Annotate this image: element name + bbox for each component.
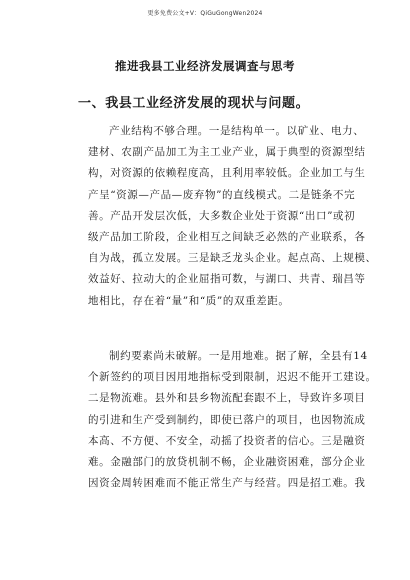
paragraph-line: 产业结构不够合理。一是结构单一。以矿业、电力、 xyxy=(109,125,365,137)
paragraph-line: 产呈“资源—产品—废弃物”的直线模式。二是链条不完 xyxy=(88,188,356,201)
paragraph-industrial-structure xyxy=(88,121,377,312)
paragraph-line: 制约要素尚未破解。一是用地难。据了解，全县有14 xyxy=(109,350,368,362)
paragraph-line: 二是物流难。县外和县乡物流配套跟不上，导致许多项目 xyxy=(88,392,366,405)
paragraph-line: 难。金融部门的放贷机制不畅，企业融资困难，部分企业 xyxy=(88,456,366,469)
paragraph-line: 善。产品开发层次低，大多数企业处于资源“出口”或初 xyxy=(88,209,356,222)
paragraph-line: 自为战，孤立发展。三是缺乏龙头企业。起点高、上规模、 xyxy=(88,252,377,265)
document-title: 推进我县工业经济发展调查与思考 xyxy=(115,59,295,73)
paragraph-line: 因资金周转困难而不能正常生产与经营。四是招工难。我 xyxy=(88,477,366,490)
page-header: 更多免费公文+V：QiGuGongWen2024 xyxy=(147,10,263,17)
paragraph-line: 本高、不方便、不安全，动摇了投资者的信心。三是融资 xyxy=(88,434,366,447)
paragraph-line: 效益好、拉动大的企业屈指可数，与湖口、共青、瑞昌等 xyxy=(88,273,366,286)
paragraph-constraint-factors xyxy=(88,346,377,494)
paragraph-line: 的引进和生产受到制约，即使已落户的项目，也因物流成 xyxy=(88,413,366,426)
paragraph-line: 构，对资源的依赖程度高，且利用率较低。企业加工与生 xyxy=(88,167,366,180)
section-heading: 一、我县工业经济发展的现状与问题。 xyxy=(78,96,310,111)
paragraph-line: 地相比，存在着“量”和“质”的双重差距。 xyxy=(88,294,290,307)
paragraph-line: 个新签约的项目因用地指标受到限制，迟迟不能开工建设。 xyxy=(88,371,377,384)
paragraph-line: 建材、农副产品加工为主工业产业，属于典型的资源型结 xyxy=(88,146,366,159)
paragraph-line: 级产品加工阶段，企业相互之间缺乏必然的产业联系，各 xyxy=(88,231,366,244)
